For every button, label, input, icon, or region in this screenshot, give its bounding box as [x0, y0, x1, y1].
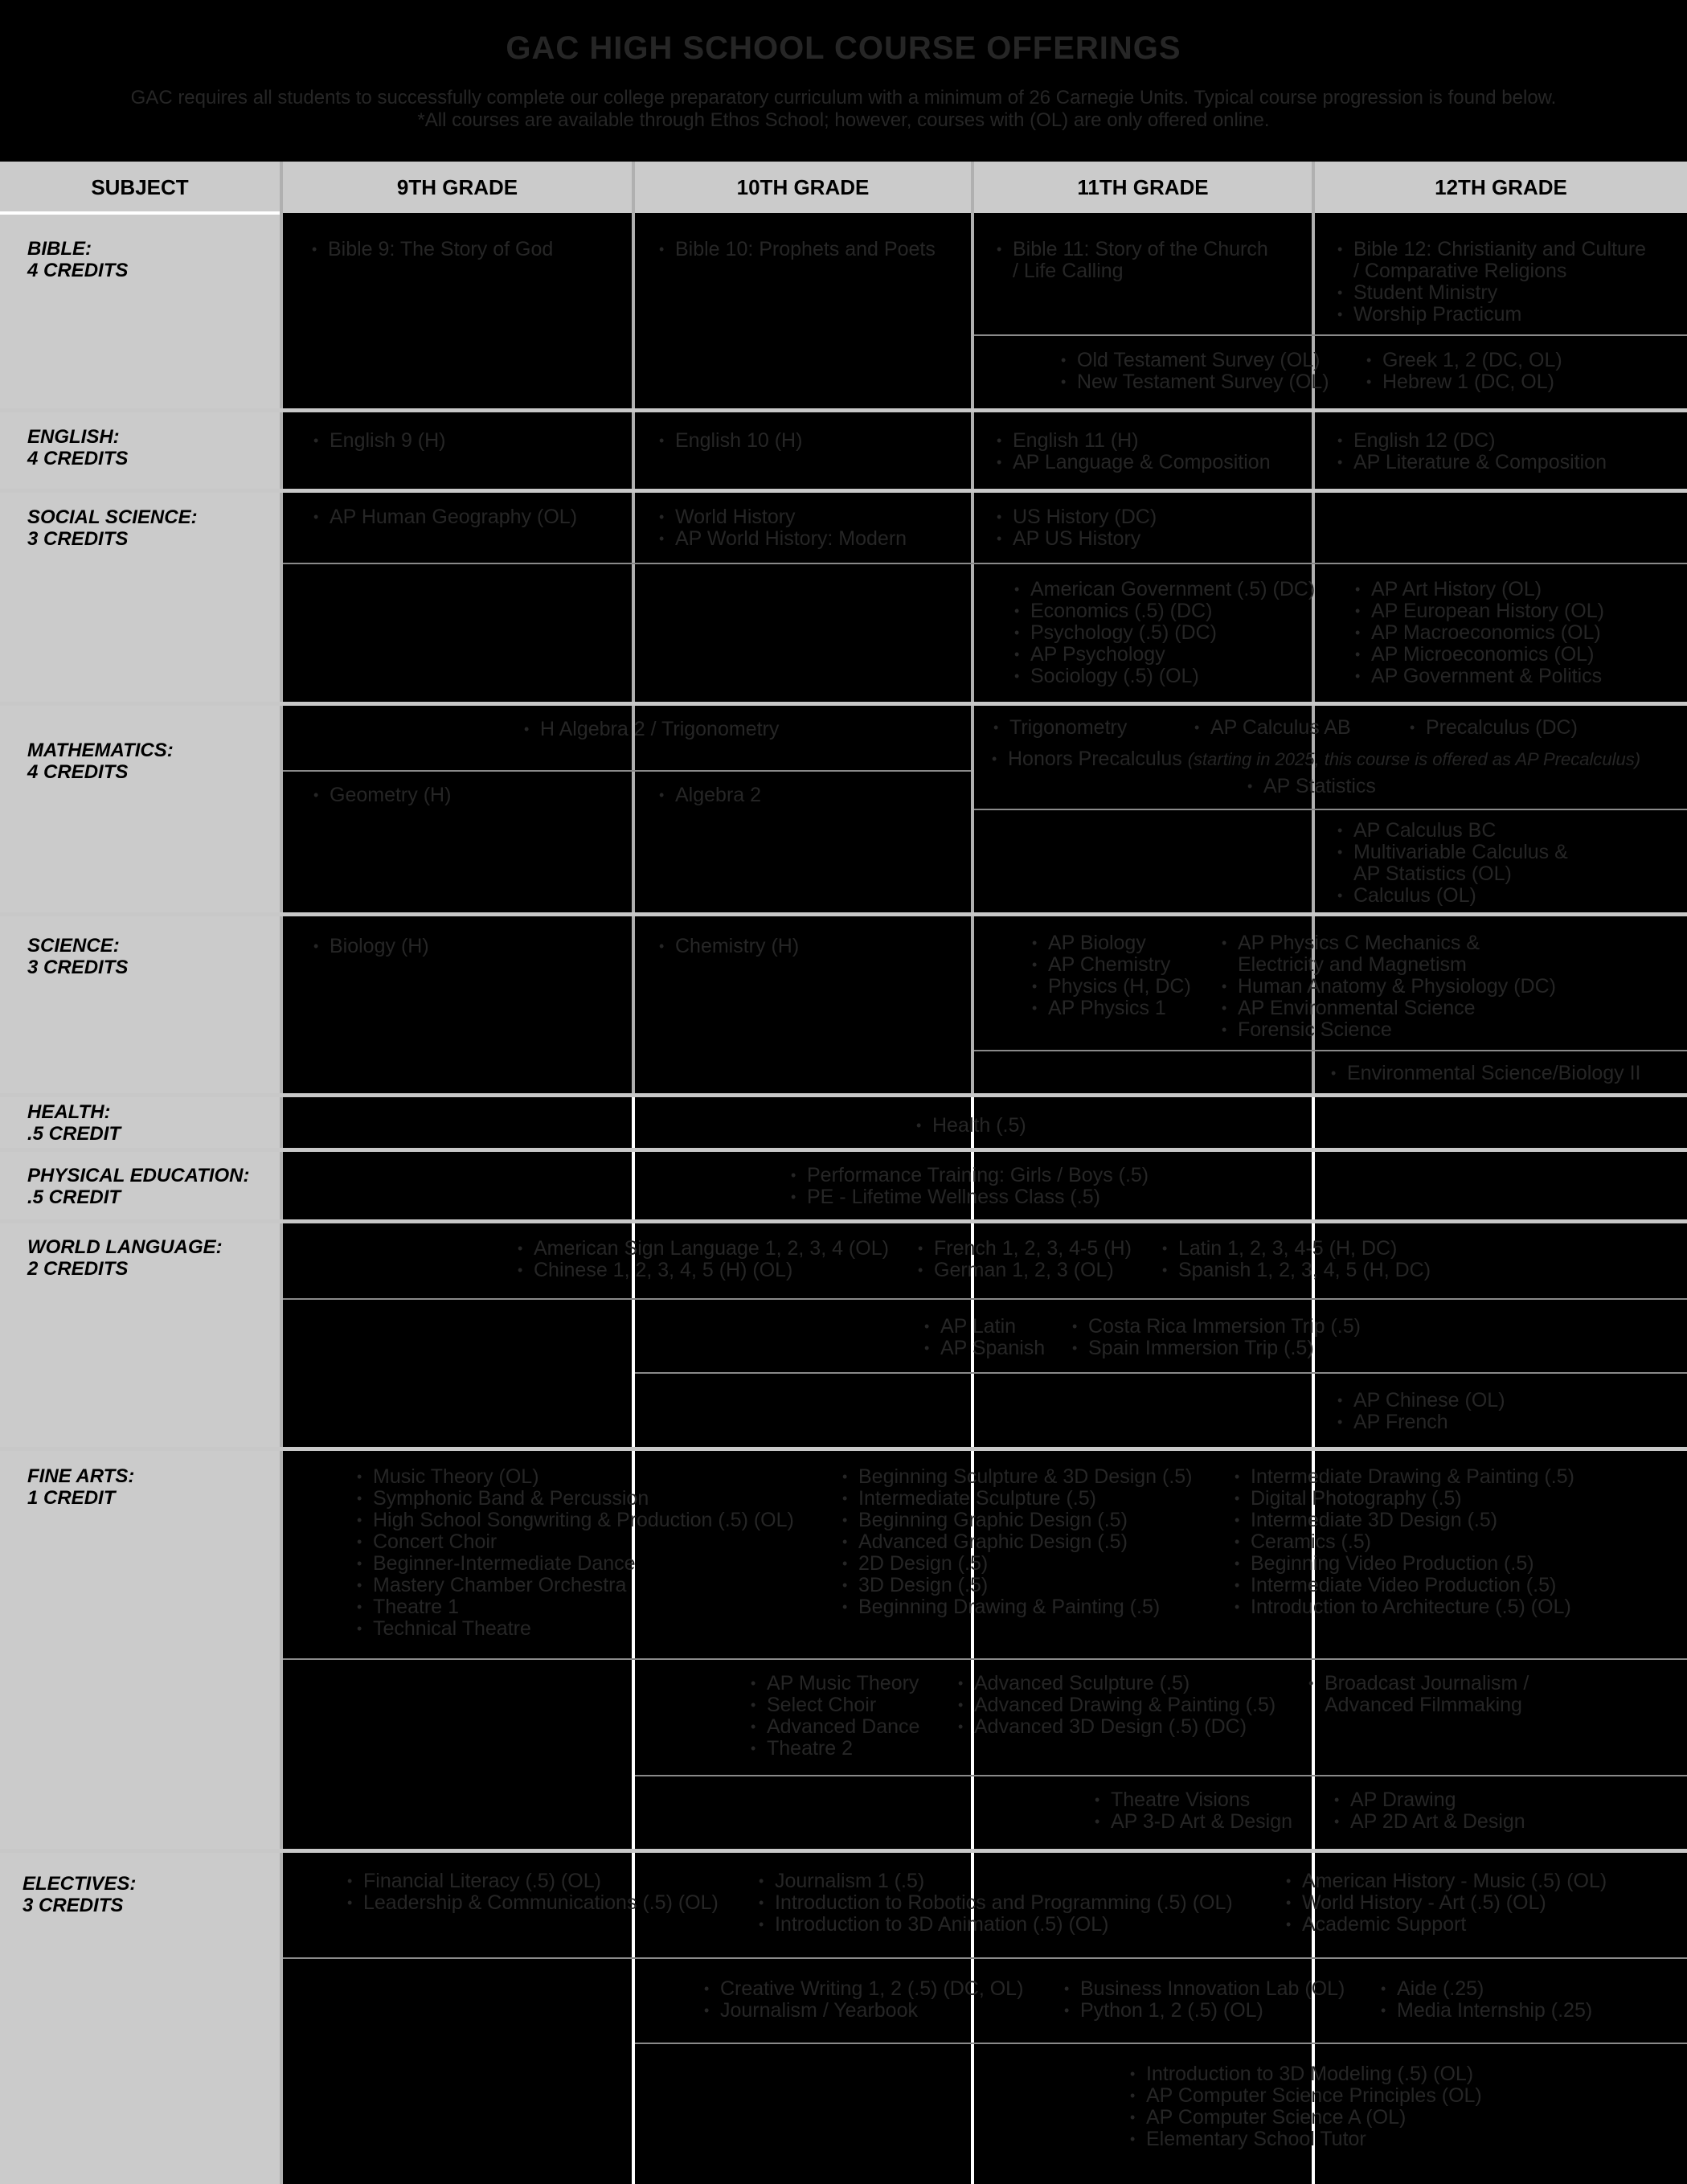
course-item: • AP Music Theory — [767, 1673, 919, 1694]
course-item: • Concert Choir — [373, 1531, 794, 1553]
course-item: • Journalism / Yearbook — [720, 2000, 1023, 2022]
course-item: • US History (DC) — [1013, 506, 1157, 528]
section-sep-lang — [0, 1219, 1687, 1223]
course-item: • Introduction to 3D Modeling (.5) (OL) — [1146, 2063, 1482, 2085]
course-item: • Mastery Chamber Orchestra — [373, 1575, 794, 1596]
col-divider-3 — [971, 162, 974, 1097]
course-item: • Intermediate Sculpture (.5) — [858, 1488, 1193, 1510]
course-list-lang-f — [1337, 1390, 1505, 1433]
subject-english: ENGLISH: 4 CREDITS — [27, 426, 129, 469]
course-item: • PE - Lifetime Wellness Class (.5) — [807, 1186, 1149, 1208]
course-item: • English 12 (DC) — [1353, 430, 1607, 452]
course-item: • Symphonic Band & Percussion — [373, 1488, 794, 1510]
course-item — [1008, 748, 1640, 770]
course-list-elec-e — [1064, 1978, 1345, 2022]
course-list-elec-c — [1286, 1871, 1607, 1936]
course-list-english-11 — [997, 430, 1271, 473]
course-item: • Environmental Science/Biology II — [1347, 1063, 1640, 1084]
course-item: • Aide (.25) — [1397, 1978, 1592, 2000]
course-list-english-10 — [659, 430, 802, 452]
subject-underline — [0, 211, 280, 215]
course-item: Electricity and Magnetism — [1238, 953, 1467, 976]
course-item: • World History — [675, 506, 907, 528]
header-grade-10: 10TH GRADE — [635, 162, 971, 213]
course-item: • AP World History: Modern — [675, 528, 907, 550]
course-item: • AP Calculus BC — [1353, 820, 1568, 842]
course-item: • American Government (.5) (DC) — [1030, 579, 1315, 600]
course-list-lang-b — [918, 1238, 1132, 1281]
course-item: • Chemistry (H) — [675, 936, 799, 957]
course-item: • Worship Practicum — [1353, 304, 1646, 326]
course-item: • Performance Training: Girls / Boys (.5) — [807, 1165, 1149, 1186]
subject-world-language: WORLD LANGUAGE: 2 CREDITS — [27, 1236, 223, 1280]
course-item: • AP Chemistry — [1048, 954, 1191, 976]
course-item: • Multivariable Calculus & — [1353, 842, 1568, 863]
course-item: • Trigonometry — [1009, 717, 1127, 739]
subject-physical-education: PHYSICAL EDUCATION: .5 CREDIT — [27, 1165, 250, 1208]
course-item: • English 11 (H) — [1013, 430, 1271, 452]
course-item: • Bible 9: The Story of God — [328, 239, 553, 260]
course-item: • Digital Photography (.5) — [1251, 1488, 1574, 1510]
course-item: • Advanced Dance — [767, 1716, 919, 1738]
course-list-science-11a — [1032, 932, 1191, 1019]
course-item: • Financial Literacy (.5) (OL) — [363, 1871, 719, 1892]
course-item: • New Testament Survey (OL) — [1077, 371, 1329, 393]
course-list-arts-c — [1235, 1466, 1574, 1618]
section-sep-electives — [0, 1849, 1687, 1853]
course-item: • H Algebra 2 / Trigonometry — [540, 719, 779, 740]
course-item: • Advanced Graphic Design (.5) — [858, 1531, 1193, 1553]
row-line — [283, 770, 971, 772]
course-list-social-9 — [313, 506, 577, 528]
course-item: / Comparative Religions — [1353, 260, 1567, 282]
course-item: • AP Physics C Mechanics & — [1238, 932, 1556, 954]
course-item: • Beginning Sculpture & 3D Design (.5) — [858, 1466, 1193, 1488]
course-list-lang-c — [1162, 1238, 1431, 1281]
course-list-elec-a — [347, 1871, 719, 1914]
course-list-science-12b — [1331, 1063, 1640, 1084]
course-list-arts-f — [1308, 1673, 1529, 1716]
subject-social-science: SOCIAL SCIENCE: 3 CREDITS — [27, 506, 198, 550]
section-sep-social — [0, 489, 1687, 493]
course-list-science-11b — [1222, 932, 1556, 1041]
course-item: Advanced Filmmaking — [1325, 1694, 1522, 1716]
course-item: • High School Songwriting & Production (.5) (OL) — [373, 1510, 794, 1531]
course-item: • Select Choir — [767, 1694, 919, 1716]
course-item: • Costa Rica Immersion Trip (.5) — [1088, 1316, 1361, 1338]
header-grade-9: 9TH GRADE — [283, 162, 632, 213]
course-item: • AP Drawing — [1350, 1789, 1525, 1811]
course-item: • Health (.5) — [932, 1115, 1026, 1137]
course-item: AP Statistics (OL) — [1353, 863, 1512, 885]
course-list-lang-e — [1072, 1316, 1361, 1359]
course-item: • Geometry (H) — [330, 785, 451, 806]
course-item: • Intermediate Video Production (.5) — [1251, 1575, 1574, 1596]
course-item: • American Sign Language 1, 2, 3, 4 (OL) — [534, 1238, 889, 1260]
course-list-science-9 — [313, 936, 429, 957]
course-item: • AP Psychology — [1030, 644, 1315, 666]
course-list-arts-e — [958, 1673, 1275, 1738]
row-line — [635, 1372, 1687, 1374]
course-item: • AP 2D Art & Design — [1350, 1811, 1525, 1833]
course-item: • AP 3-D Art & Design — [1111, 1811, 1292, 1833]
course-list-math-alg2trig — [524, 719, 779, 740]
row-line — [974, 334, 1687, 336]
row-line — [283, 1298, 1687, 1300]
course-item: • Beginning Video Production (.5) — [1251, 1553, 1574, 1575]
course-item: • AP Art History (OL) — [1371, 579, 1604, 600]
course-item: • Sociology (.5) (OL) — [1030, 666, 1315, 687]
course-item: • Python 1, 2 (.5) (OL) — [1080, 2000, 1345, 2022]
course-item: • AP Calculus AB — [1210, 717, 1351, 739]
course-item: • French 1, 2, 3, 4-5 (H) — [934, 1238, 1132, 1260]
course-item: • Ceramics (.5) — [1251, 1531, 1574, 1553]
course-item: • AP Language & Composition — [1013, 452, 1271, 473]
course-list-arts-d — [751, 1673, 919, 1760]
course-item: • 3D Design (.5) — [858, 1575, 1193, 1596]
course-item: • AP Environmental Science — [1238, 998, 1556, 1019]
course-list-social-11b — [1014, 579, 1315, 687]
course-list-social-10 — [659, 506, 907, 550]
course-list-english-9 — [313, 430, 446, 452]
course-item: • Creative Writing 1, 2 (.5) (DC, OL) — [720, 1978, 1023, 2000]
course-item: • AP Human Geography (OL) — [330, 506, 577, 528]
course-item: • Academic Support — [1302, 1914, 1607, 1936]
course-list-lang-a — [518, 1238, 889, 1281]
course-item: • AP Physics 1 — [1048, 998, 1191, 1019]
course-item: • Chinese 1, 2, 3, 4, 5 (H) (OL) — [534, 1260, 889, 1281]
course-item: • Technical Theatre — [373, 1618, 794, 1640]
course-list-bible-10 — [659, 239, 936, 260]
course-list-math-trig — [993, 717, 1127, 739]
course-list-elec-g — [1130, 2063, 1482, 2150]
subtitle-line-1: GAC requires all students to successfully complete our college preparatory curriculum with a minimum of 26 Carnegie Units. Typical course progression is found below. — [130, 87, 1557, 109]
course-item: • Biology (H) — [330, 936, 429, 957]
course-item: • AP Computer Science A (OL) — [1146, 2107, 1482, 2129]
course-item: • Beginner-Intermediate Dance — [373, 1553, 794, 1575]
course-item: • Algebra 2 — [675, 785, 761, 806]
course-list-elec-d — [704, 1978, 1023, 2022]
subtitle-line-2: *All courses are available through Ethos School; however, courses with (OL) are only offered online. — [417, 109, 1270, 131]
section-sep-english — [0, 408, 1687, 412]
course-item: • AP Government & Politics — [1371, 666, 1604, 687]
course-item: • Advanced 3D Design (.5) (DC) — [974, 1716, 1275, 1738]
col-divider-1 — [280, 162, 283, 2184]
course-list-math-12b — [1337, 820, 1568, 907]
course-item: • Advanced Drawing & Painting (.5) — [974, 1694, 1275, 1716]
subject-science: SCIENCE: 3 CREDITS — [27, 935, 129, 978]
course-list-elec-f — [1381, 1978, 1592, 2022]
course-list-math-honors — [992, 748, 1640, 770]
course-item: • World History - Art (.5) (OL) — [1302, 1892, 1607, 1914]
course-item: • English 9 (H) — [330, 430, 446, 452]
course-item: • Bible 11: Story of the Church — [1013, 239, 1268, 260]
subject-mathematics: MATHEMATICS: 4 CREDITS — [27, 740, 174, 783]
course-item: / Life Calling — [1013, 260, 1124, 282]
course-list-pe — [791, 1165, 1149, 1208]
course-item: • Media Internship (.25) — [1397, 2000, 1592, 2022]
course-list-health — [916, 1115, 1026, 1137]
section-sep-health — [0, 1093, 1687, 1097]
course-item: • Economics (.5) (DC) — [1030, 600, 1315, 622]
course-list-math-9 — [313, 785, 451, 806]
section-sep-arts — [0, 1447, 1687, 1451]
course-item: • Broadcast Journalism / — [1325, 1673, 1529, 1694]
course-item: • Student Ministry — [1353, 282, 1646, 304]
page-title: GAC HIGH SCHOOL COURSE OFFERINGS — [506, 31, 1181, 66]
subject-electives: ELECTIVES: 3 CREDITS — [23, 1873, 137, 1916]
course-item: • AP Statistics — [1263, 776, 1376, 797]
course-item: • Introduction to 3D Animation (.5) (OL) — [775, 1914, 1233, 1936]
course-list-arts-b — [842, 1466, 1193, 1618]
header-grade-11: 11TH GRADE — [974, 162, 1312, 213]
course-item: • Beginning Drawing & Painting (.5) — [858, 1596, 1193, 1618]
course-item: • German 1, 2, 3 (OL) — [934, 1260, 1132, 1281]
row-line — [283, 563, 1687, 564]
row-line — [974, 809, 1687, 810]
course-list-social-11 — [997, 506, 1157, 550]
course-list-arts-a — [357, 1466, 794, 1640]
section-sep-math — [0, 702, 1687, 706]
section-sep-science — [0, 912, 1687, 916]
course-list-english-12 — [1337, 430, 1607, 473]
section-sep-pe — [0, 1148, 1687, 1152]
course-item: • Theatre 1 — [373, 1596, 794, 1618]
row-line — [635, 2043, 1687, 2044]
course-item: • Human Anatomy & Physiology (DC) — [1238, 976, 1556, 998]
course-list-math-precalc — [1410, 717, 1578, 739]
course-item: • AP Microeconomics (OL) — [1371, 644, 1604, 666]
course-item: • Bible 10: Prophets and Poets — [675, 239, 936, 260]
course-list-math-calcab — [1194, 717, 1351, 739]
course-item: • Physics (H, DC) — [1048, 976, 1191, 998]
course-list-bible-11 — [997, 239, 1268, 282]
course-item: • AP US History — [1013, 528, 1157, 550]
course-list-bible-12 — [1337, 239, 1646, 326]
honors-precalc-note: (starting in 2025, this course is offered as AP Precalculus) — [1187, 749, 1641, 769]
course-item: • Hebrew 1 (DC, OL) — [1382, 371, 1562, 393]
course-item: • Business Innovation Lab (OL) — [1080, 1978, 1345, 2000]
header-grade-12: 12TH GRADE — [1315, 162, 1687, 213]
course-item: • Introduction to Robotics and Programming (.5) (OL) — [775, 1892, 1233, 1914]
course-list-bible-11b — [1061, 350, 1329, 393]
course-list-lang-d — [924, 1316, 1045, 1359]
course-item: • Introduction to Architecture (.5) (OL) — [1251, 1596, 1574, 1618]
course-item: • Intermediate 3D Design (.5) — [1251, 1510, 1574, 1531]
course-item: • Spain Immersion Trip (.5) — [1088, 1338, 1361, 1359]
course-item: • AP European History (OL) — [1371, 600, 1604, 622]
row-line — [283, 1957, 1687, 1959]
course-item: • Advanced Sculpture (.5) — [974, 1673, 1275, 1694]
course-item: • Leadership & Communications (.5) (OL) — [363, 1892, 719, 1914]
course-item: • Journalism 1 (.5) — [775, 1871, 1233, 1892]
course-item: • Forensic Science — [1238, 1019, 1556, 1041]
course-item: • AP Macroeconomics (OL) — [1371, 622, 1604, 644]
course-item: • Beginning Graphic Design (.5) — [858, 1510, 1193, 1531]
course-list-math-10 — [659, 785, 761, 806]
course-list-bible-9 — [312, 239, 553, 260]
row-line — [283, 1658, 1687, 1660]
course-item: • AP Chinese (OL) — [1353, 1390, 1505, 1412]
course-list-bible-12b — [1366, 350, 1562, 393]
course-item: • Music Theory (OL) — [373, 1466, 794, 1488]
course-item: • Precalculus (DC) — [1426, 717, 1578, 739]
course-item: • Elementary School Tutor — [1146, 2129, 1482, 2150]
course-item: • Old Testament Survey (OL) — [1077, 350, 1329, 371]
course-item: • English 10 (H) — [675, 430, 802, 452]
col-divider-2 — [632, 162, 635, 1145]
course-list-math-stats — [1247, 776, 1376, 797]
course-list-social-12b — [1355, 579, 1604, 687]
course-item: • Psychology (.5) (DC) — [1030, 622, 1315, 644]
course-item: • Latin 1, 2, 3, 4-5 (H, DC) — [1178, 1238, 1431, 1260]
subject-health: HEALTH: .5 CREDIT — [27, 1101, 121, 1145]
course-item: • Intermediate Drawing & Painting (.5) — [1251, 1466, 1574, 1488]
subject-bible: BIBLE: 4 CREDITS — [27, 238, 129, 281]
header-subject: SUBJECT — [0, 162, 280, 213]
course-item: • Greek 1, 2 (DC, OL) — [1382, 350, 1562, 371]
course-item: • AP Literature & Composition — [1353, 452, 1607, 473]
course-item: • AP Computer Science Principles (OL) — [1146, 2085, 1482, 2107]
subject-fine-arts: FINE ARTS: 1 CREDIT — [27, 1465, 135, 1509]
course-item: • American History - Music (.5) (OL) — [1302, 1871, 1607, 1892]
course-item: • AP Spanish — [940, 1338, 1045, 1359]
row-line — [635, 1775, 1687, 1776]
row-line — [974, 1050, 1687, 1051]
course-item: • Spanish 1, 2, 3, 4, 5 (H, DC) — [1178, 1260, 1431, 1281]
course-list-arts-h — [1334, 1789, 1525, 1833]
course-item: • AP French — [1353, 1412, 1505, 1433]
course-item: • AP Latin — [940, 1316, 1045, 1338]
course-list-arts-g — [1095, 1789, 1292, 1833]
course-list-science-10 — [659, 936, 799, 957]
course-list-elec-b — [759, 1871, 1233, 1936]
course-item: • AP Biology — [1048, 932, 1191, 954]
course-item: • Calculus (OL) — [1353, 885, 1568, 907]
course-item: • 2D Design (.5) — [858, 1553, 1193, 1575]
course-item: • Theatre Visions — [1111, 1789, 1292, 1811]
course-item: • Theatre 2 — [767, 1738, 919, 1760]
course-item: • Bible 12: Christianity and Culture — [1353, 239, 1646, 260]
honors-precalc-label: Honors Precalculus — [1008, 748, 1182, 770]
